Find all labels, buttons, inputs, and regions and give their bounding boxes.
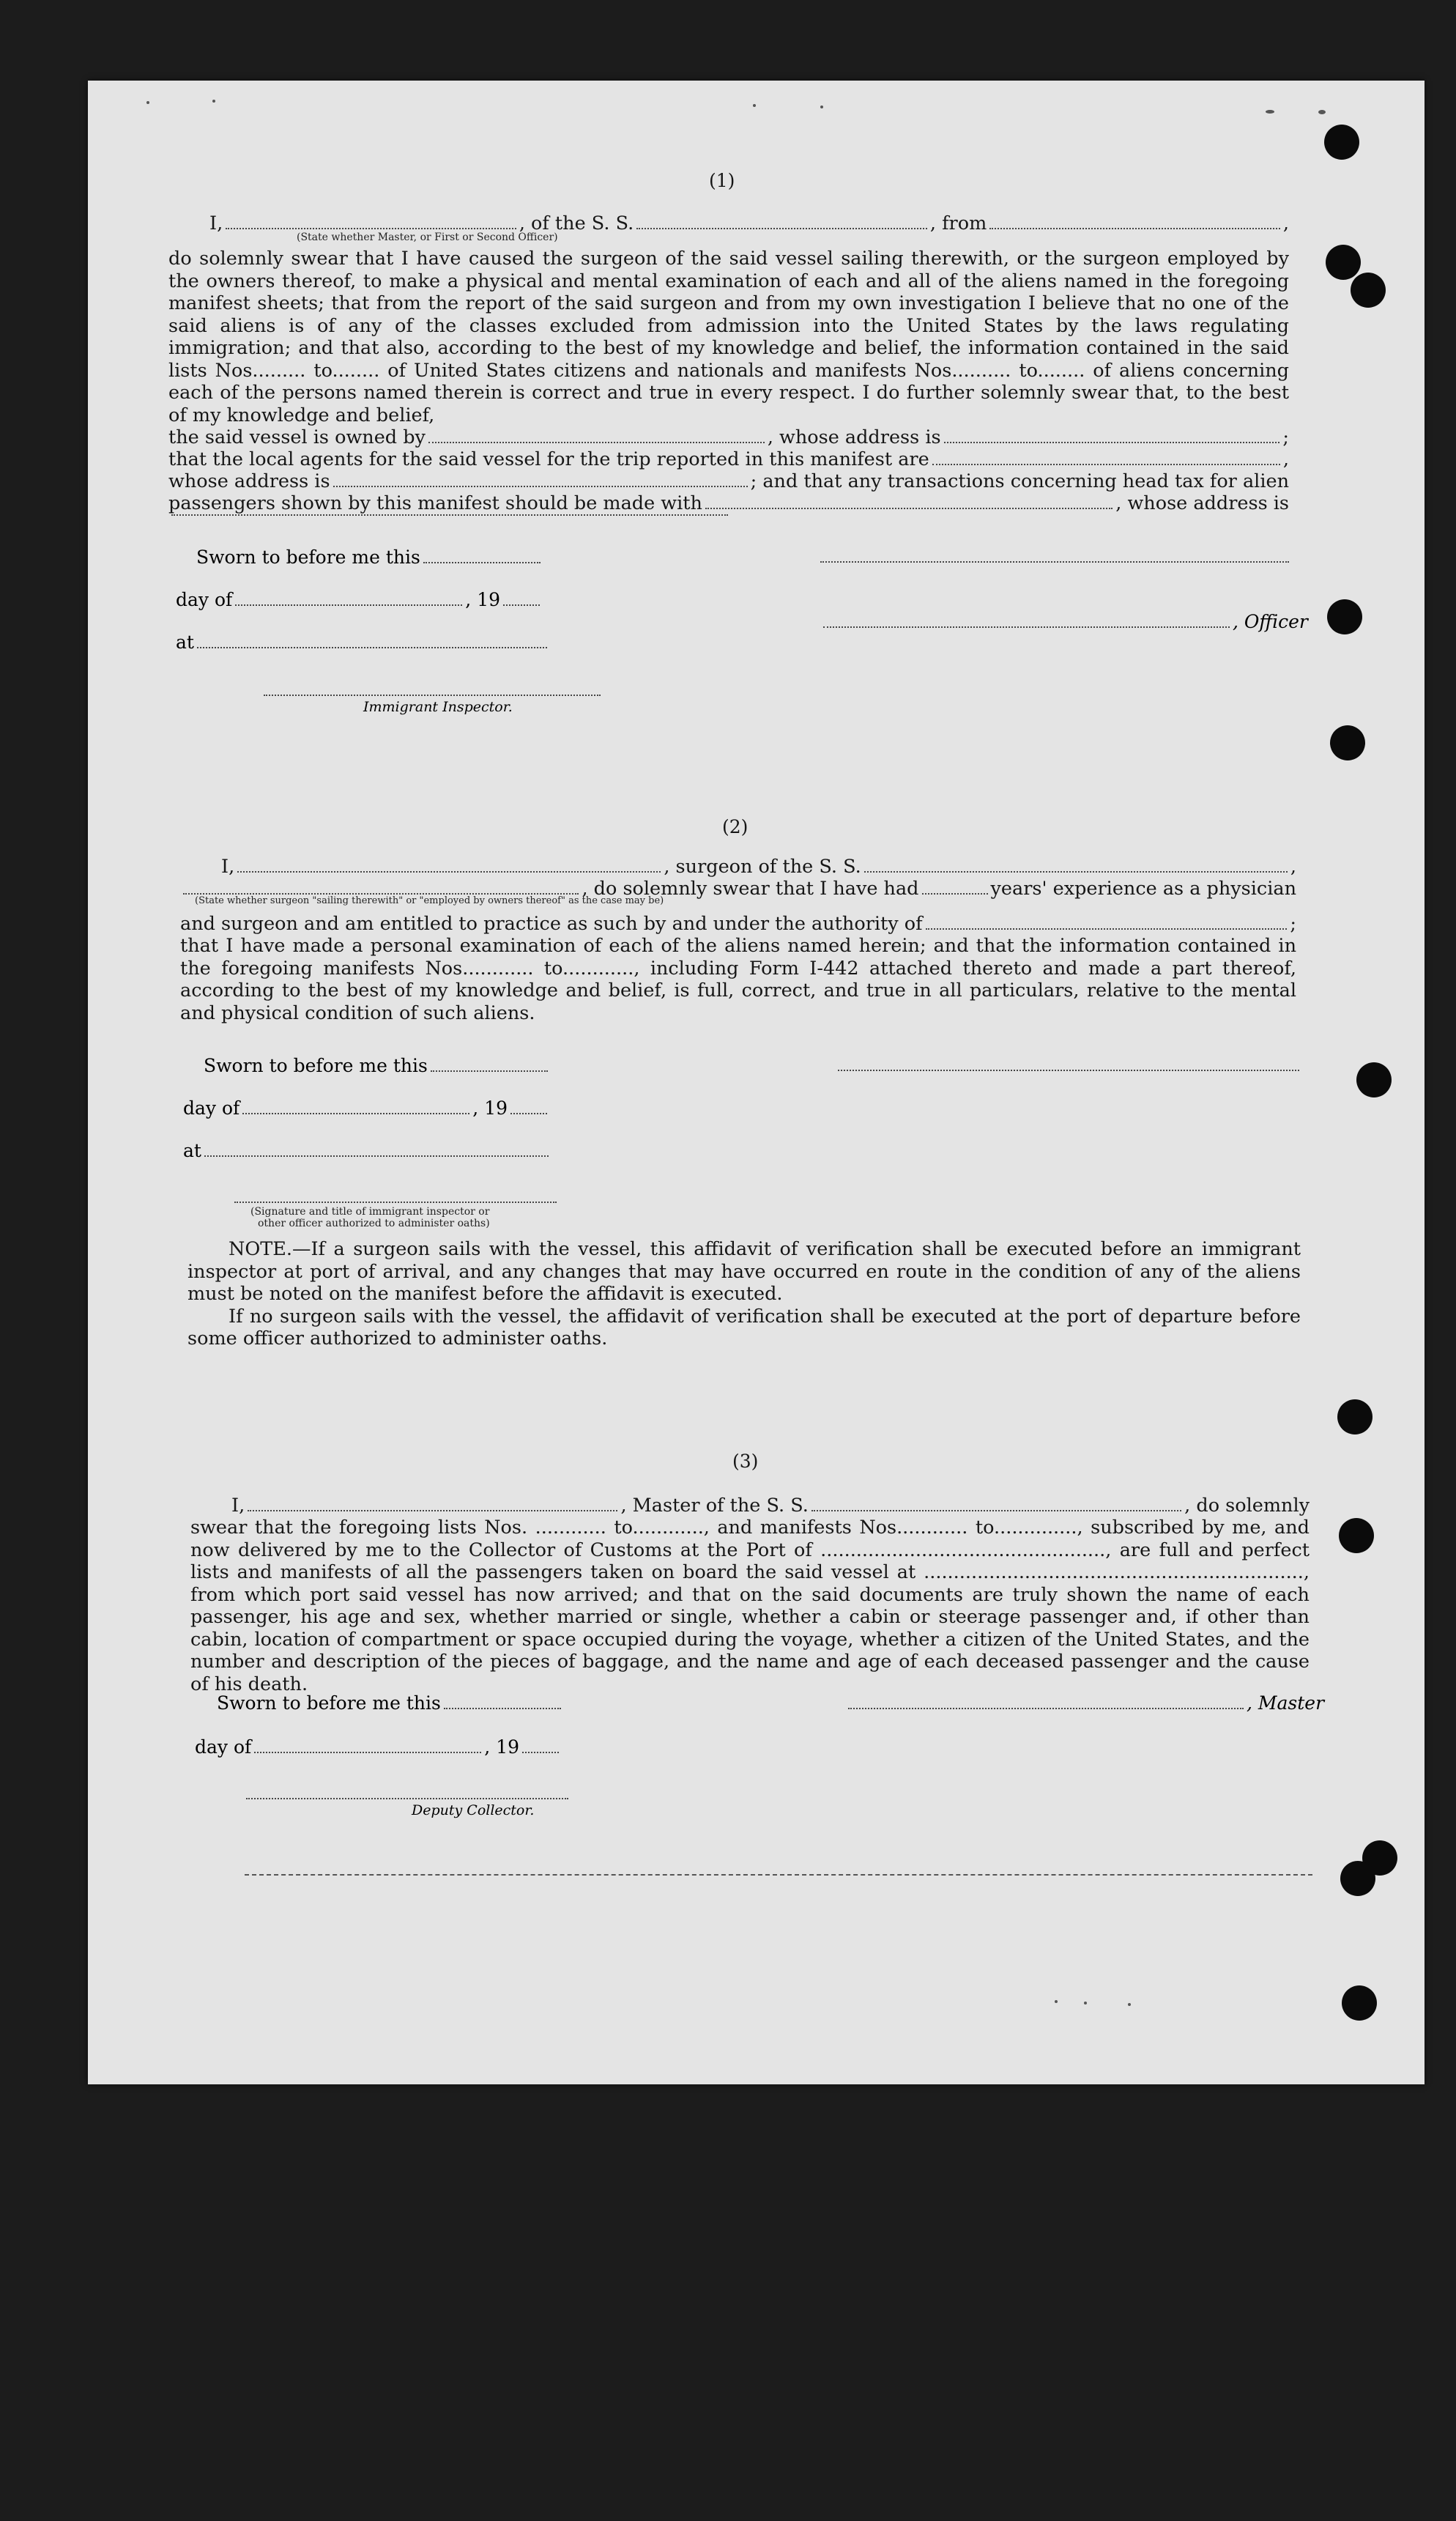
section-2-line-2: , do solemnly swear that I have had years' experience as a physician	[180, 878, 1296, 900]
section-3-line-1: I, , Master of the S. S. , do solemnly	[231, 1495, 1310, 1517]
section-3-collector-caption: Deputy Collector.	[412, 1802, 535, 1818]
section-2-inspector-line	[234, 1202, 557, 1203]
section-2-note-1: NOTE.—If a surgeon sails with the vessel, this affidavit of verification shall be executed before an immigrant inspector at port of arrival, and any changes that may have occurred en route in the condition of any of the aliens must be noted on the manifest before the affidavit is executed.	[187, 1238, 1301, 1305]
section-1-sworn: Sworn to before me this	[196, 547, 543, 568]
section-2-line-3: and surgeon and am entitled to practice as such by and under the authority of ;	[180, 913, 1296, 935]
section-2-number: (2)	[722, 816, 749, 837]
section-2-signature-line	[838, 1070, 1299, 1071]
section-3-collector-line	[246, 1798, 568, 1799]
section-1-signature-line	[820, 561, 1289, 563]
punch-hole	[1340, 1861, 1375, 1896]
section-1-passengers-line: passengers shown by this manifest should be made with , whose address is	[168, 492, 1289, 514]
punch-hole	[1326, 245, 1361, 280]
section-2-at: at	[183, 1140, 551, 1161]
punch-hole	[1351, 273, 1386, 308]
punch-hole	[1324, 125, 1359, 160]
section-1-at: at	[176, 632, 550, 653]
section-3	[190, 1495, 1310, 1695]
section-2-line-1: I, , surgeon of the S. S. ,	[221, 856, 1297, 878]
punch-hole	[1327, 599, 1362, 634]
section-3-day: day of , 19	[195, 1736, 562, 1758]
section-2-caption: (State whether surgeon "sailing therewith" or "employed by owners thereof" as the case may be)	[195, 895, 664, 906]
section-1-officer: , Officer	[820, 611, 1308, 632]
section-1	[168, 212, 1289, 520]
punch-hole	[1330, 725, 1365, 760]
section-1-number: (1)	[709, 170, 735, 191]
section-2-note-2: If no surgeon sails with the vessel, the affidavit of verification shall be executed at the port of departure before some officer authorized to administer oaths.	[187, 1305, 1301, 1350]
section-2	[180, 856, 1296, 1024]
punch-hole	[1356, 1062, 1392, 1097]
section-3-body: swear that the foregoing lists Nos. ............ to............, and manifests Nos............ to.............., subscribed by me, and now delivered by me to the Collector of Customs at the Port of ................................................, are full and perfect lists and manifests of all the passengers taken on board the said vessel at ................................................................, from which port said vessel has now arrived; and that on the said documents are truly shown the name of each passenger, his age and sex, whether married or single, whether a cabin or steerage passenger and, if other than cabin, location of compartment or space occupied during the voyage, whether a citizen of the United States, and the number and description of the pieces of baggage, and the name and age of each deceased passenger and the cause of his death.	[190, 1517, 1310, 1695]
section-1-body: do solemnly swear that I have caused the surgeon of the said vessel sailing therewith, or the surgeon employed by the owners thereof, to make a physical and mental examination of each and all of the aliens named in the foregoing manifest sheets; that from the report of the said surgeon and from my own investigation I believe that no one of the said aliens is of any of the classes excluded from admission into the United States by the laws regulating immigration; and that also, according to the best of my knowledge and belief, the information contained in the said lists Nos......... to........ of United States citizens and nationals and manifests Nos.......... to........ of aliens concerning each of the persons named therein is correct and true in every respect. I do further solemnly swear that, to the best of my knowledge and belief,	[168, 248, 1289, 426]
section-1-day: day of , 19	[176, 589, 543, 610]
section-2-sig-caption-1: (Signature and title of immigrant inspector or	[250, 1206, 490, 1218]
section-3-master: , Master	[845, 1692, 1324, 1714]
section-3-number: (3)	[732, 1451, 759, 1472]
manifest-page	[88, 81, 1425, 2084]
section-2-notes	[187, 1238, 1301, 1350]
punch-hole	[1339, 1518, 1374, 1553]
section-1-caption: (State whether Master, or First or Second Officer)	[297, 232, 558, 243]
bottom-divider	[245, 1874, 1312, 1876]
section-1-address-line: whose address is ; and that any transactions concerning head tax for alien	[168, 470, 1289, 492]
section-2-day: day of , 19	[183, 1097, 550, 1119]
section-1-owned-line: the said vessel is owned by , whose address is ;	[168, 426, 1289, 448]
section-2-body: that I have made a personal examination of each of the aliens named herein; and that the information contained in the foregoing manifests Nos............ to............, including Form I-442 attached thereto and made a part thereof, according to the best of my knowledge and belief, is full, correct, and true in all particulars, relative to the mental and physical condition of such aliens.	[180, 935, 1296, 1024]
section-1-blank-line	[168, 514, 1289, 520]
section-1-inspector-caption: Immigrant Inspector.	[363, 699, 513, 715]
section-3-sworn: Sworn to before me this	[217, 1692, 564, 1714]
section-1-inspector-line	[264, 695, 601, 696]
section-1-agents-line: that the local agents for the said vessel for the trip reported in this manifest are ,	[168, 448, 1289, 470]
punch-hole	[1342, 1985, 1377, 2021]
punch-hole	[1337, 1399, 1373, 1435]
section-1-line-1: I, , of the S. S. , from ,	[209, 212, 1290, 234]
section-2-sig-caption-2: other officer authorized to administer oaths)	[258, 1218, 490, 1229]
section-2-sworn: Sworn to before me this	[204, 1055, 551, 1076]
